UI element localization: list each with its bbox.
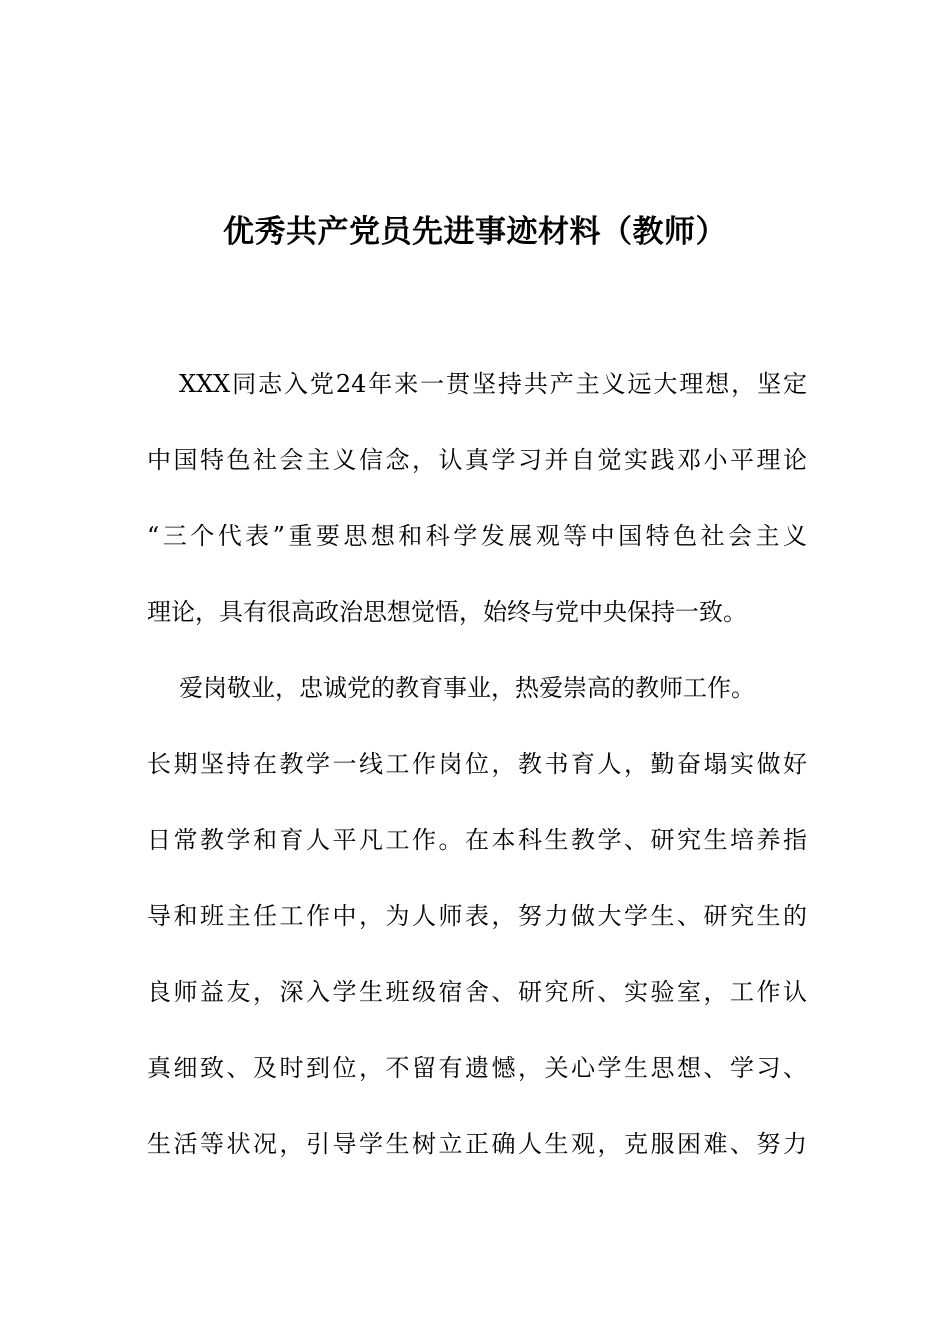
paragraph-line: 日常教学和育人平凡工作。在本科生教学、研究生培养指 xyxy=(147,826,807,854)
paragraph-line: 真细致、及时到位，不留有遗憾，关心学生思想、学习、 xyxy=(147,1054,807,1082)
paragraph-line: “三个代表”重要思想和科学发展观等中国特色社会主义 xyxy=(147,522,807,550)
paragraph-line: 长期坚持在教学一线工作岗位，教书育人，勤奋塌实做好 xyxy=(147,750,807,778)
paragraph-line: 良师益友，深入学生班级宿舍、研究所、实验室，工作认 xyxy=(147,978,807,1006)
paragraph-line: 中国特色社会主义信念，认真学习并自觉实践邓小平理论 xyxy=(147,446,807,474)
paragraph-line: 爱岗敬业，忠诚党的教育事业，热爱崇高的教师工作。 xyxy=(179,674,755,702)
paragraph-2 xyxy=(147,650,807,1182)
paragraph-line: 导和班主任工作中，为人师表，努力做大学生、研究生的 xyxy=(147,902,807,930)
paragraph-line: 理论，具有很高政治思想觉悟，始终与党中央保持一致。 xyxy=(147,598,747,626)
paragraph-1 xyxy=(147,346,807,650)
paragraph-line: 生活等状况，引导学生树立正确人生观，克服困难、努力 xyxy=(147,1130,807,1158)
document-title: 优秀共产党员先进事迹材料（教师） xyxy=(223,214,727,250)
paragraph-line: XXX同志入党24年来一贯坚持共产主义远大理想，坚定 xyxy=(179,370,807,398)
